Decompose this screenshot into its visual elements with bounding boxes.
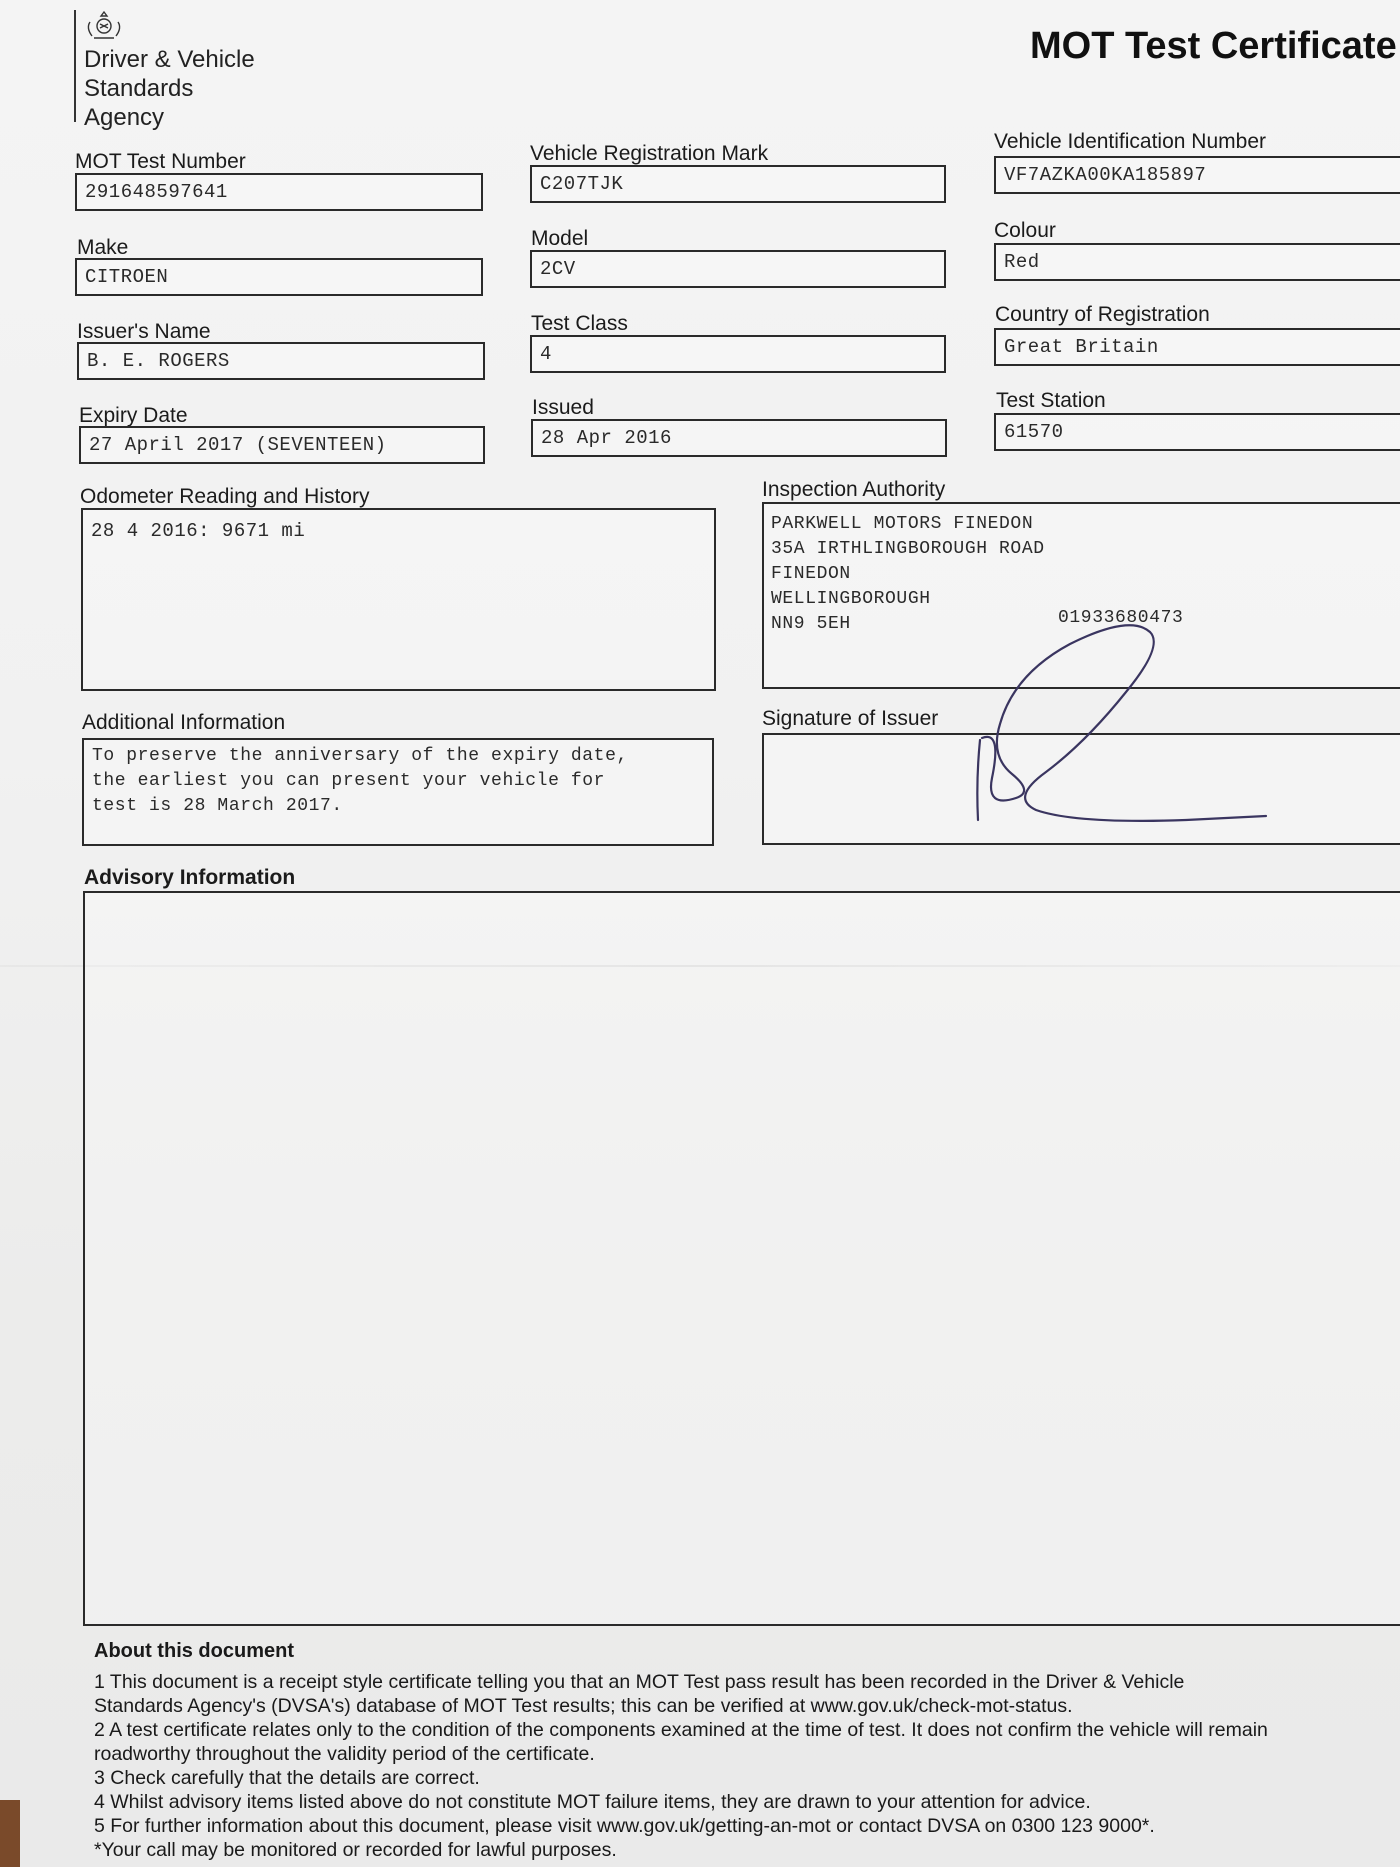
test-station-label: Test Station [996,389,1106,412]
make-field: CITROEN [75,258,483,296]
registration-field: C207TJK [530,165,946,203]
royal-crest-icon [80,8,128,44]
issued-field: 28 Apr 2016 [531,419,947,457]
country-field: Great Britain [994,328,1400,366]
expiry-date-label: Expiry Date [79,404,188,427]
document-title: MOT Test Certificate [1030,25,1397,67]
issuer-name-field: B. E. ROGERS [77,342,485,380]
country-label: Country of Registration [995,303,1210,326]
odometer-label: Odometer Reading and History [80,485,370,508]
additional-info-label: Additional Information [82,711,286,734]
about-text: 1 This document is a receipt style certificate telling you that an MOT Test pass result has been recorded in the Driver & Vehicle Standards Agency's (DVSA's) database of MOT Test results; this can be verified at www.gov.uk/check-mot-status. 2 A test certificate relates only to the condition of the components examined at the time of test. It does not confirm the vehicle will remain roadworthy throughout the validity period of the certificate. 3 Check carefully that the details are correct. 4 Whilst advisory items listed above do not constitute MOT failure items, they are drawn to your attention for advice. 5 For further information about this document, please visit www.gov.uk/getting-an-mot or contact DVSA on 0300 123 9000*. *Your call may be monitored or recorded for lawful purposes. [94,1671,1268,1861]
vin-label: Vehicle Identification Number [994,130,1266,153]
test-class-field: 4 [530,335,946,373]
expiry-date-field: 27 April 2017 (SEVENTEEN) [79,426,485,464]
advisory-box [83,891,1400,1626]
test-station-field: 61570 [994,413,1400,451]
registration-label: Vehicle Registration Mark [530,142,769,165]
colour-field: Red [994,243,1400,281]
model-field: 2CV [530,250,946,288]
issued-label: Issued [532,396,594,419]
mot-test-number-label: MOT Test Number [75,150,246,173]
issuer-name-label: Issuer's Name [77,320,211,343]
table-corner [0,1800,20,1867]
additional-info-text: To preserve the anniversary of the expiry date, the earliest you can present your vehicle for test is 28 March 2017. [92,746,628,816]
agency-name: Driver & Vehicle Standards Agency [84,46,255,131]
signature-label: Signature of Issuer [762,707,939,730]
about-title: About this document [94,1640,294,1662]
mot-test-number-field: 291648597641 [75,173,483,211]
agency-divider [74,10,76,122]
advisory-label: Advisory Information [84,866,296,889]
additional-info-box [82,738,714,846]
inspection-authority-phone: 01933680473 [1058,608,1184,628]
test-class-label: Test Class [531,312,628,335]
vin-field: VF7AZKA00KA185897 [994,156,1400,194]
make-label: Make [77,236,129,259]
odometer-box: 28 4 2016: 9671 mi [81,508,716,691]
inspection-authority-label: Inspection Authority [762,478,946,501]
issuer-signature [960,620,1360,840]
inspection-authority-address: PARKWELL MOTORS FINEDON 35A IRTHLINGBOROUGH ROAD FINEDON WELLINGBOROUGH NN9 5EH [771,514,1045,634]
colour-label: Colour [994,219,1056,242]
model-label: Model [531,227,589,250]
